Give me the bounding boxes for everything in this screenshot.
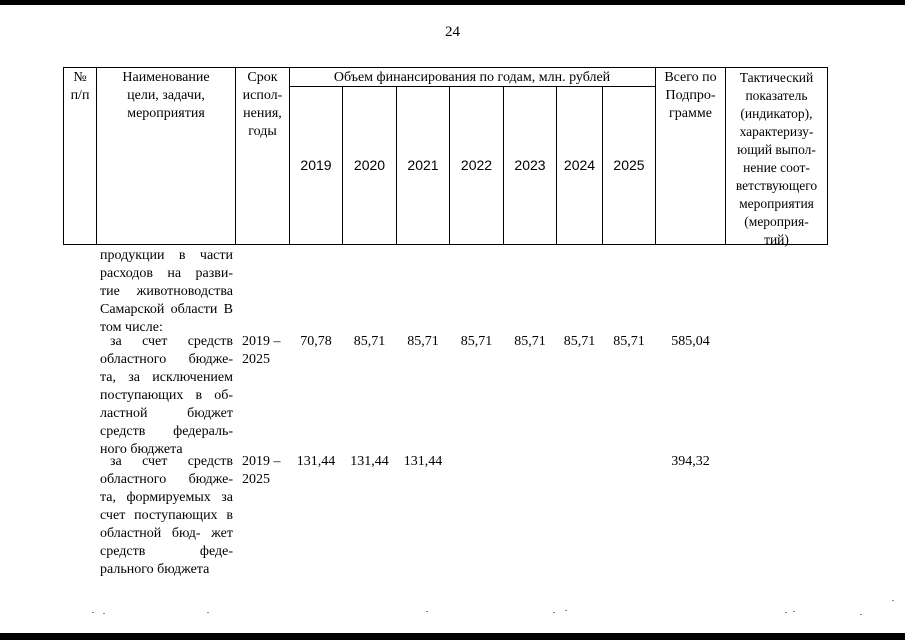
row-term: 2019 – 2025 bbox=[242, 334, 281, 367]
header-col-term: Срок испол- нения, годы bbox=[242, 70, 283, 139]
row-value-2021: 131,44 bbox=[403, 454, 443, 469]
header-year-2021: 2021 bbox=[407, 157, 439, 173]
header-top-line bbox=[63, 67, 827, 68]
row-value-2019: 131,44 bbox=[296, 454, 336, 469]
row-value-2022: 85,71 bbox=[460, 334, 493, 349]
header-col-indicator: Тактический показатель (индикатор), характеризу- ющий выпол- нение соот- ветствующего мероприятия (мероприя- тий) bbox=[735, 70, 818, 247]
bottom-border bbox=[0, 633, 905, 640]
header-year-2022: 2022 bbox=[460, 157, 493, 173]
row-total: 585,04 bbox=[671, 334, 710, 349]
row-term: 2019 – 2025 bbox=[242, 454, 281, 487]
row-value-2020: 85,71 bbox=[353, 334, 386, 349]
row-value-2019: 70,78 bbox=[300, 334, 332, 349]
row-value-2021: 85,71 bbox=[407, 334, 439, 349]
row-name: за счет средств областного бюдже- та, за исключением поступающих в об- ластной бюджет средств федераль- ного бюджета bbox=[100, 334, 233, 457]
header-year-2023: 2023 bbox=[514, 157, 546, 173]
header-bottom-line bbox=[63, 244, 827, 245]
row-value-2024: 85,71 bbox=[563, 334, 596, 349]
row-name: за счет средств областного бюдже- та, формируемых за счет поступающих в областной бюд- жет средств феде- рального бюджета bbox=[100, 454, 233, 577]
row-value-2023: 85,71 bbox=[514, 334, 546, 349]
row-value-2020: 131,44 bbox=[350, 454, 389, 469]
page-number: 24 bbox=[445, 24, 460, 40]
header-col-total: Всего по Подпро- грамме bbox=[664, 70, 717, 121]
header-col-funding: Объем финансирования по годам, млн. рублей bbox=[333, 70, 611, 85]
row-name: продукции в части расходов на разви- тие животноводства Самарской области В том числе: bbox=[100, 248, 233, 335]
header-year-2019: 2019 bbox=[300, 157, 332, 173]
header-col-name: Наименование цели, задачи, мероприятия bbox=[122, 70, 210, 121]
row-total: 394,32 bbox=[671, 454, 710, 469]
header-col-number: № п/п bbox=[70, 70, 90, 103]
header-year-2020: 2020 bbox=[353, 157, 386, 173]
top-border bbox=[0, 0, 905, 5]
row-value-2025: 85,71 bbox=[613, 334, 645, 349]
header-year-2025: 2025 bbox=[613, 157, 645, 173]
header-year-2024: 2024 bbox=[563, 157, 596, 173]
